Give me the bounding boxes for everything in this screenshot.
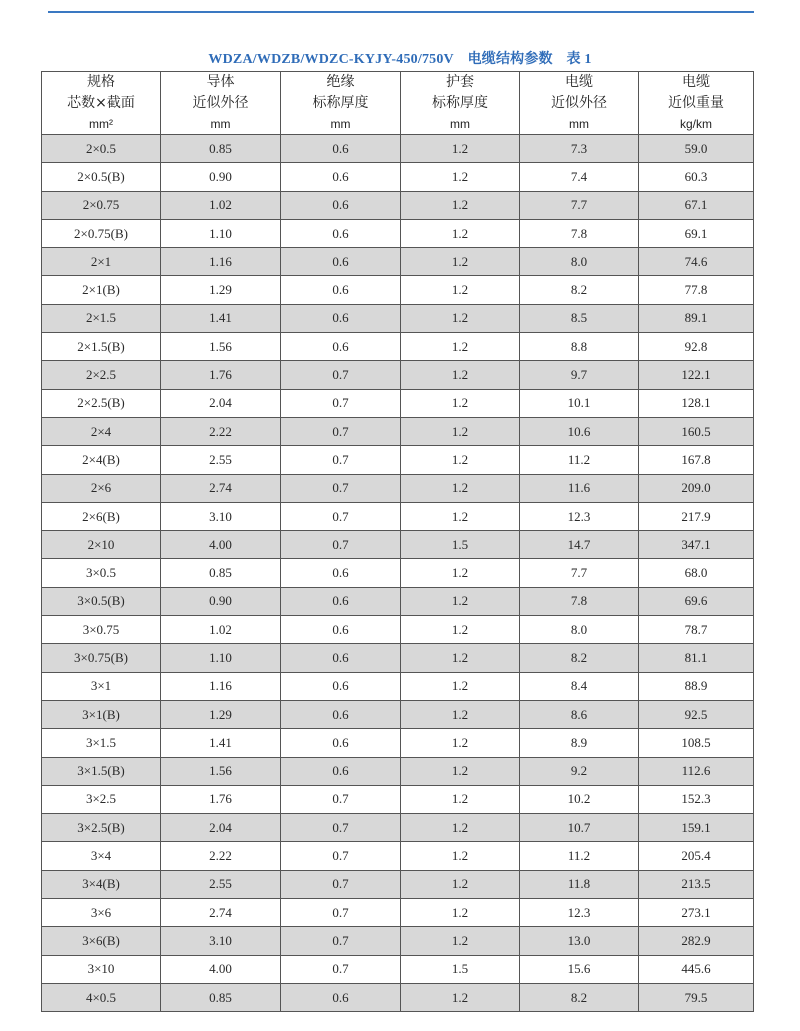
- header-line1: 导体: [206, 74, 235, 90]
- table-row: [42, 729, 754, 757]
- table-row: [42, 276, 754, 304]
- cell-spec: 3×0.75: [42, 616, 161, 644]
- cell-cable-diameter: 8.2: [520, 276, 639, 304]
- cell-cable-weight: 282.9: [639, 927, 754, 955]
- cell-insulation-thickness: 0.7: [281, 870, 401, 898]
- cell-conductor-diameter: 1.76: [161, 361, 281, 389]
- cell-insulation-thickness: 0.7: [281, 474, 401, 502]
- cell-cable-diameter: 7.7: [520, 559, 639, 587]
- cell-spec: 2×1: [42, 248, 161, 276]
- cell-insulation-thickness: 0.6: [281, 644, 401, 672]
- cell-insulation-thickness: 0.7: [281, 446, 401, 474]
- cell-cable-diameter: 10.2: [520, 785, 639, 813]
- cell-cable-diameter: 14.7: [520, 531, 639, 559]
- table-row: [42, 135, 754, 163]
- cell-sheath-thickness: 1.2: [401, 757, 520, 785]
- cell-spec: 2×1.5(B): [42, 333, 161, 361]
- cell-sheath-thickness: 1.2: [401, 927, 520, 955]
- cell-cable-weight: 128.1: [639, 389, 754, 417]
- cell-cable-weight: 160.5: [639, 417, 754, 445]
- cell-cable-diameter: 8.4: [520, 672, 639, 700]
- cell-conductor-diameter: 0.85: [161, 983, 281, 1011]
- cell-conductor-diameter: 1.16: [161, 672, 281, 700]
- header-unit: mm: [330, 117, 351, 131]
- header-cable-diameter: [520, 72, 639, 135]
- cell-cable-weight: 213.5: [639, 870, 754, 898]
- cell-cable-diameter: 11.8: [520, 870, 639, 898]
- table-header: [42, 72, 754, 135]
- cell-insulation-thickness: 0.6: [281, 757, 401, 785]
- cell-insulation-thickness: 0.6: [281, 248, 401, 276]
- cell-insulation-thickness: 0.6: [281, 304, 401, 332]
- table-row: [42, 191, 754, 219]
- cell-spec: 2×2.5(B): [42, 389, 161, 417]
- cell-cable-weight: 81.1: [639, 644, 754, 672]
- cell-cable-weight: 92.8: [639, 333, 754, 361]
- cell-insulation-thickness: 0.7: [281, 814, 401, 842]
- table-row: [42, 304, 754, 332]
- cell-insulation-thickness: 0.7: [281, 361, 401, 389]
- cell-insulation-thickness: 0.7: [281, 502, 401, 530]
- cell-cable-weight: 92.5: [639, 700, 754, 728]
- header-line1: 绝缘: [326, 74, 355, 90]
- cell-sheath-thickness: 1.2: [401, 899, 520, 927]
- header-line2: 芯数×截面: [67, 95, 135, 111]
- cell-sheath-thickness: 1.2: [401, 474, 520, 502]
- cell-cable-diameter: 9.2: [520, 757, 639, 785]
- cell-sheath-thickness: 1.2: [401, 700, 520, 728]
- cell-cable-weight: 88.9: [639, 672, 754, 700]
- cell-sheath-thickness: 1.2: [401, 559, 520, 587]
- cell-conductor-diameter: 1.02: [161, 191, 281, 219]
- cell-cable-weight: 68.0: [639, 559, 754, 587]
- top-rule: [48, 11, 754, 13]
- cell-insulation-thickness: 0.6: [281, 587, 401, 615]
- table-row: [42, 870, 754, 898]
- cell-spec: 3×2.5: [42, 785, 161, 813]
- cell-cable-weight: 69.6: [639, 587, 754, 615]
- cell-sheath-thickness: 1.2: [401, 616, 520, 644]
- table-row: [42, 955, 754, 983]
- cell-cable-diameter: 8.5: [520, 304, 639, 332]
- cell-cable-diameter: 11.2: [520, 446, 639, 474]
- cell-cable-diameter: 8.0: [520, 248, 639, 276]
- table-row: [42, 899, 754, 927]
- cell-conductor-diameter: 2.74: [161, 474, 281, 502]
- cell-conductor-diameter: 3.10: [161, 927, 281, 955]
- cell-sheath-thickness: 1.2: [401, 333, 520, 361]
- cell-insulation-thickness: 0.7: [281, 955, 401, 983]
- header-line2: 近似外径: [551, 95, 607, 111]
- cell-cable-diameter: 10.6: [520, 417, 639, 445]
- cell-spec: 3×2.5(B): [42, 814, 161, 842]
- cell-sheath-thickness: 1.2: [401, 389, 520, 417]
- cell-spec: 2×0.75(B): [42, 219, 161, 247]
- cell-sheath-thickness: 1.2: [401, 502, 520, 530]
- cell-cable-diameter: 8.8: [520, 333, 639, 361]
- cell-cable-weight: 74.6: [639, 248, 754, 276]
- cell-cable-diameter: 7.8: [520, 219, 639, 247]
- cell-cable-weight: 67.1: [639, 191, 754, 219]
- header-unit: mm: [450, 117, 470, 131]
- table-body: [42, 135, 754, 1012]
- cell-spec: 3×1.5(B): [42, 757, 161, 785]
- cell-insulation-thickness: 0.7: [281, 899, 401, 927]
- cell-conductor-diameter: 2.04: [161, 814, 281, 842]
- cell-spec: 2×6(B): [42, 502, 161, 530]
- table-row: [42, 842, 754, 870]
- header-line1: 电缆: [682, 74, 710, 90]
- cell-insulation-thickness: 0.6: [281, 729, 401, 757]
- cell-cable-weight: 273.1: [639, 899, 754, 927]
- table-row: [42, 644, 754, 672]
- cell-insulation-thickness: 0.6: [281, 616, 401, 644]
- cell-sheath-thickness: 1.2: [401, 870, 520, 898]
- cell-cable-diameter: 12.3: [520, 899, 639, 927]
- cell-spec: 2×0.75: [42, 191, 161, 219]
- cell-conductor-diameter: 4.00: [161, 531, 281, 559]
- cell-cable-weight: 77.8: [639, 276, 754, 304]
- cell-conductor-diameter: 1.02: [161, 616, 281, 644]
- cell-cable-weight: 347.1: [639, 531, 754, 559]
- cell-conductor-diameter: 2.22: [161, 417, 281, 445]
- cell-conductor-diameter: 4.00: [161, 955, 281, 983]
- table-row: [42, 502, 754, 530]
- cell-spec: 3×4(B): [42, 870, 161, 898]
- cell-spec: 3×4: [42, 842, 161, 870]
- table-row: [42, 927, 754, 955]
- cell-conductor-diameter: 1.41: [161, 304, 281, 332]
- cell-conductor-diameter: 0.90: [161, 587, 281, 615]
- cell-cable-diameter: 8.2: [520, 644, 639, 672]
- cell-sheath-thickness: 1.2: [401, 361, 520, 389]
- cell-spec: 2×0.5(B): [42, 163, 161, 191]
- cell-insulation-thickness: 0.7: [281, 842, 401, 870]
- cell-cable-diameter: 7.4: [520, 163, 639, 191]
- cell-sheath-thickness: 1.2: [401, 219, 520, 247]
- cell-cable-weight: 78.7: [639, 616, 754, 644]
- cell-spec: 3×1(B): [42, 700, 161, 728]
- cell-sheath-thickness: 1.2: [401, 417, 520, 445]
- cell-insulation-thickness: 0.7: [281, 417, 401, 445]
- cell-cable-weight: 60.3: [639, 163, 754, 191]
- cell-conductor-diameter: 1.16: [161, 248, 281, 276]
- cell-sheath-thickness: 1.2: [401, 842, 520, 870]
- cell-sheath-thickness: 1.2: [401, 248, 520, 276]
- cell-insulation-thickness: 0.7: [281, 927, 401, 955]
- cell-insulation-thickness: 0.6: [281, 333, 401, 361]
- cell-conductor-diameter: 1.76: [161, 785, 281, 813]
- header-insulation-thickness: [281, 72, 401, 135]
- cell-cable-weight: 108.5: [639, 729, 754, 757]
- cell-conductor-diameter: 0.85: [161, 559, 281, 587]
- header-line1: 规格: [87, 74, 115, 90]
- cell-insulation-thickness: 0.6: [281, 559, 401, 587]
- cell-conductor-diameter: 1.29: [161, 700, 281, 728]
- header-unit: mm²: [89, 117, 113, 131]
- table-row: [42, 785, 754, 813]
- table-title-model: WDZA/WDZB/WDZC-KYJY-450/750V: [208, 52, 454, 67]
- header-line1: 护套: [446, 74, 474, 90]
- cell-conductor-diameter: 1.41: [161, 729, 281, 757]
- cell-spec: 2×1(B): [42, 276, 161, 304]
- cell-spec: 3×6: [42, 899, 161, 927]
- cell-sheath-thickness: 1.2: [401, 785, 520, 813]
- cell-cable-weight: 89.1: [639, 304, 754, 332]
- cell-conductor-diameter: 3.10: [161, 502, 281, 530]
- table-title-number: 表 1: [566, 52, 592, 67]
- cell-cable-diameter: 8.6: [520, 700, 639, 728]
- cell-cable-diameter: 15.6: [520, 955, 639, 983]
- cell-sheath-thickness: 1.2: [401, 814, 520, 842]
- cell-cable-weight: 167.8: [639, 446, 754, 474]
- cell-sheath-thickness: 1.2: [401, 983, 520, 1011]
- cell-sheath-thickness: 1.2: [401, 135, 520, 163]
- cell-cable-weight: 205.4: [639, 842, 754, 870]
- cell-insulation-thickness: 0.7: [281, 531, 401, 559]
- cell-cable-weight: 152.3: [639, 785, 754, 813]
- cell-sheath-thickness: 1.5: [401, 955, 520, 983]
- cell-conductor-diameter: 0.90: [161, 163, 281, 191]
- cell-insulation-thickness: 0.6: [281, 135, 401, 163]
- header-sheath-thickness: [401, 72, 520, 135]
- cell-sheath-thickness: 1.5: [401, 531, 520, 559]
- cell-cable-weight: 69.1: [639, 219, 754, 247]
- cell-cable-diameter: 9.7: [520, 361, 639, 389]
- cell-cable-diameter: 7.8: [520, 587, 639, 615]
- header-row: [42, 72, 754, 135]
- header-spec: [42, 72, 161, 135]
- cell-spec: 3×1: [42, 672, 161, 700]
- cell-cable-diameter: 7.3: [520, 135, 639, 163]
- cell-spec: 2×6: [42, 474, 161, 502]
- cell-spec: 3×0.75(B): [42, 644, 161, 672]
- cell-sheath-thickness: 1.2: [401, 446, 520, 474]
- cell-conductor-diameter: 2.55: [161, 446, 281, 474]
- cell-spec: 2×1.5: [42, 304, 161, 332]
- cell-sheath-thickness: 1.2: [401, 672, 520, 700]
- cell-cable-diameter: 8.2: [520, 983, 639, 1011]
- cell-spec: 2×0.5: [42, 135, 161, 163]
- table-row: [42, 814, 754, 842]
- cell-insulation-thickness: 0.7: [281, 389, 401, 417]
- cell-cable-weight: 79.5: [639, 983, 754, 1011]
- header-line2: 近似外径: [192, 95, 249, 111]
- table-row: [42, 700, 754, 728]
- table-row: [42, 531, 754, 559]
- cell-cable-weight: 209.0: [639, 474, 754, 502]
- cell-cable-diameter: 8.0: [520, 616, 639, 644]
- cell-sheath-thickness: 1.2: [401, 729, 520, 757]
- cell-spec: 2×10: [42, 531, 161, 559]
- cell-sheath-thickness: 1.2: [401, 276, 520, 304]
- table-title-name: 电缆结构参数: [467, 52, 553, 67]
- table-title: [0, 48, 800, 68]
- cell-spec: 3×0.5(B): [42, 587, 161, 615]
- cell-conductor-diameter: 0.85: [161, 135, 281, 163]
- cell-cable-weight: 112.6: [639, 757, 754, 785]
- cell-cable-weight: 445.6: [639, 955, 754, 983]
- cell-cable-diameter: 7.7: [520, 191, 639, 219]
- table-row: [42, 417, 754, 445]
- table-row: [42, 219, 754, 247]
- cell-conductor-diameter: 1.10: [161, 644, 281, 672]
- cell-insulation-thickness: 0.6: [281, 191, 401, 219]
- header-line2: 标称厚度: [312, 95, 369, 111]
- table-row: [42, 559, 754, 587]
- cell-spec: 2×2.5: [42, 361, 161, 389]
- cell-spec: 3×10: [42, 955, 161, 983]
- cell-cable-weight: 217.9: [639, 502, 754, 530]
- header-line1: 电缆: [565, 74, 593, 90]
- table-row: [42, 446, 754, 474]
- cell-insulation-thickness: 0.6: [281, 672, 401, 700]
- table-row: [42, 587, 754, 615]
- cell-sheath-thickness: 1.2: [401, 587, 520, 615]
- cell-insulation-thickness: 0.6: [281, 983, 401, 1011]
- table-row: [42, 389, 754, 417]
- cell-cable-diameter: 12.3: [520, 502, 639, 530]
- header-line2: 近似重量: [668, 95, 724, 111]
- header-conductor-diameter: [161, 72, 281, 135]
- cell-spec: 3×6(B): [42, 927, 161, 955]
- header-unit: mm: [210, 117, 231, 131]
- cell-cable-weight: 122.1: [639, 361, 754, 389]
- cell-insulation-thickness: 0.6: [281, 276, 401, 304]
- cell-cable-diameter: 10.7: [520, 814, 639, 842]
- cell-cable-weight: 59.0: [639, 135, 754, 163]
- header-line2: 标称厚度: [432, 95, 488, 111]
- table-row: [42, 361, 754, 389]
- table-row: [42, 248, 754, 276]
- cell-conductor-diameter: 2.55: [161, 870, 281, 898]
- cell-sheath-thickness: 1.2: [401, 644, 520, 672]
- cell-sheath-thickness: 1.2: [401, 163, 520, 191]
- table-row: [42, 672, 754, 700]
- table-row: [42, 616, 754, 644]
- cell-insulation-thickness: 0.7: [281, 785, 401, 813]
- cell-cable-diameter: 8.9: [520, 729, 639, 757]
- cell-insulation-thickness: 0.6: [281, 700, 401, 728]
- cell-conductor-diameter: 1.56: [161, 333, 281, 361]
- header-unit: mm: [569, 117, 589, 131]
- cell-conductor-diameter: 1.29: [161, 276, 281, 304]
- cell-conductor-diameter: 2.04: [161, 389, 281, 417]
- cell-insulation-thickness: 0.6: [281, 163, 401, 191]
- cell-cable-diameter: 13.0: [520, 927, 639, 955]
- cell-sheath-thickness: 1.2: [401, 191, 520, 219]
- cell-spec: 2×4(B): [42, 446, 161, 474]
- cell-spec: 2×4: [42, 417, 161, 445]
- cell-cable-diameter: 11.6: [520, 474, 639, 502]
- cell-insulation-thickness: 0.6: [281, 219, 401, 247]
- cell-sheath-thickness: 1.2: [401, 304, 520, 332]
- table-row: [42, 757, 754, 785]
- cell-cable-weight: 159.1: [639, 814, 754, 842]
- cell-spec: 3×1.5: [42, 729, 161, 757]
- header-unit: kg/km: [679, 117, 712, 131]
- cell-cable-diameter: 10.1: [520, 389, 639, 417]
- table-row: [42, 163, 754, 191]
- table-row: [42, 983, 754, 1011]
- cell-spec: 3×0.5: [42, 559, 161, 587]
- cable-spec-table: [41, 71, 754, 1012]
- cell-conductor-diameter: 1.10: [161, 219, 281, 247]
- table-row: [42, 333, 754, 361]
- cell-conductor-diameter: 2.74: [161, 899, 281, 927]
- table-row: [42, 474, 754, 502]
- header-cable-weight: [639, 72, 754, 135]
- cell-spec: 4×0.5: [42, 983, 161, 1011]
- cell-conductor-diameter: 2.22: [161, 842, 281, 870]
- cell-conductor-diameter: 1.56: [161, 757, 281, 785]
- cell-cable-diameter: 11.2: [520, 842, 639, 870]
